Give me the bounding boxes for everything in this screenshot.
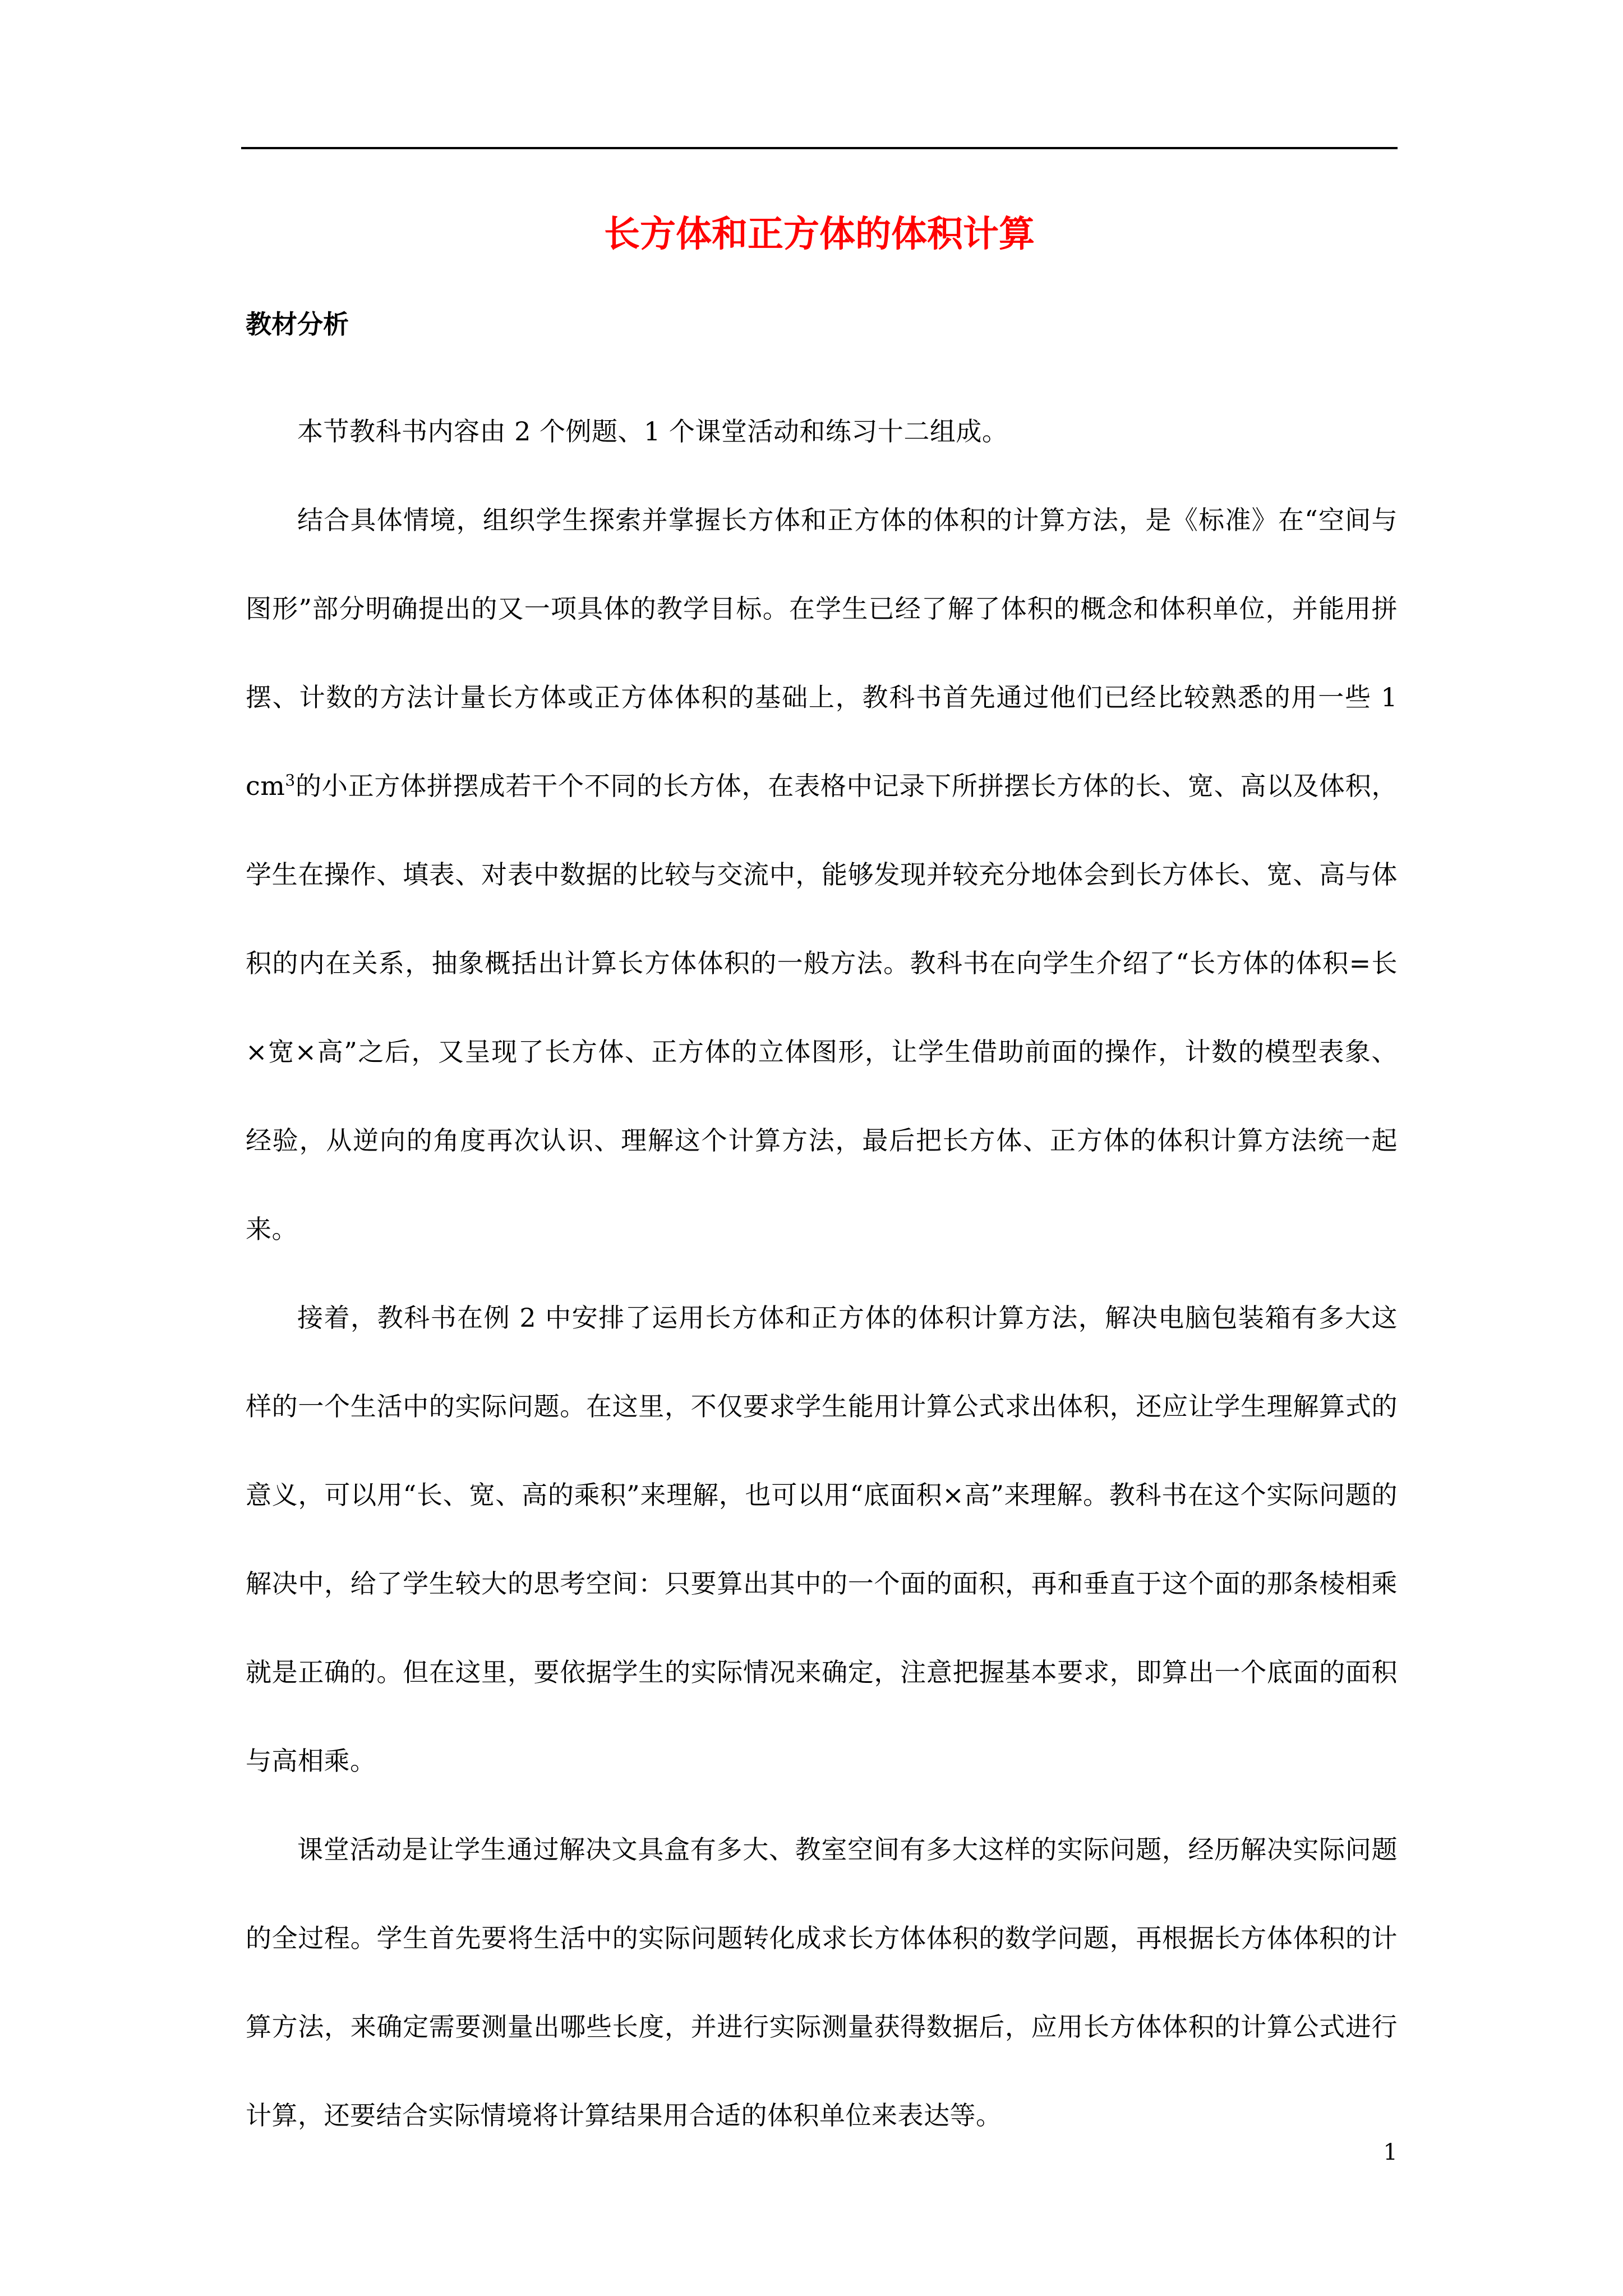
header-rule — [241, 147, 1398, 149]
paragraph-1: 本节教科书内容由 2 个例题、1 个课堂活动和练习十二组成。 — [297, 416, 1008, 447]
paragraph-2-part-1: 结合具体情境，组织学生探索并掌握长方体和正方体的体积的计算方法，是《标准》在“空间与图形”部分明确提出的又一项具体的教学目标。在学生已经了解了体积的概念和体积单位，并能用拼摆、计数的方法计量长方体或正方体体积的基础上，教科书首先通过他们已经比较熟悉的用一些 1 cm — [246, 505, 1398, 801]
page-number: 1 — [1383, 2139, 1398, 2165]
paragraph-2 — [246, 476, 1398, 1273]
cubic-superscript: 3 — [285, 771, 296, 790]
paragraph-3: 接着，教科书在例 2 中安排了运用长方体和正方体的体积计算方法，解决电脑包装箱有多大这样的一个生活中的实际问题。在这里，不仅要求学生能用计算公式求出体积，还应让学生理解算式的意义，可以用“长、宽、高的乘积”来理解，也可以用“底面积×高”来理解。教科书在这个实际问题的解决中，给了学生较大的思考空间：只要算出其中的一个面的面积，再和垂直于这个面的那条棱相乘就是正确的。但在这里，要依据学生的实际情况来确定，注意把握基本要求，即算出一个底面的面积与高相乘。 — [246, 1303, 1398, 1776]
body-text — [246, 387, 1398, 2160]
section-heading: 教材分析 — [246, 309, 349, 339]
paragraph-4: 课堂活动是让学生通过解决文具盒有多大、教室空间有多大这样的实际问题，经历解决实际问题的全过程。学生首先要将生活中的实际问题转化成求长方体体积的数学问题，再根据长方体体积的计算方法，来确定需要测量出哪些长度，并进行实际测量获得数据后，应用长方体体积的计算公式进行计算，还要结合实际情境将计算结果用合适的体积单位来表达等。 — [246, 1834, 1398, 2131]
document-title: 长方体和正方体的体积计算 — [604, 214, 1035, 255]
paragraph-2-part-2: 的小正方体拼摆成若干个不同的长方体，在表格中记录下所拼摆长方体的长、宽、高以及体积，学生在操作、填表、对表中数据的比较与交流中，能够发现并较充分地体会到长方体长、宽、高与体积的内在关系，抽象概括出计算长方体体积的一般方法。教科书在向学生介绍了“长方体的体积=长×宽×高”之后，又呈现了长方体、正方体的立体图形，让学生借助前面的操作，计数的模型表象、经验，从逆向的角度再次认识、理解这个计算方法，最后把长方体、正方体的体积计算方法统一起来。 — [246, 771, 1398, 1244]
